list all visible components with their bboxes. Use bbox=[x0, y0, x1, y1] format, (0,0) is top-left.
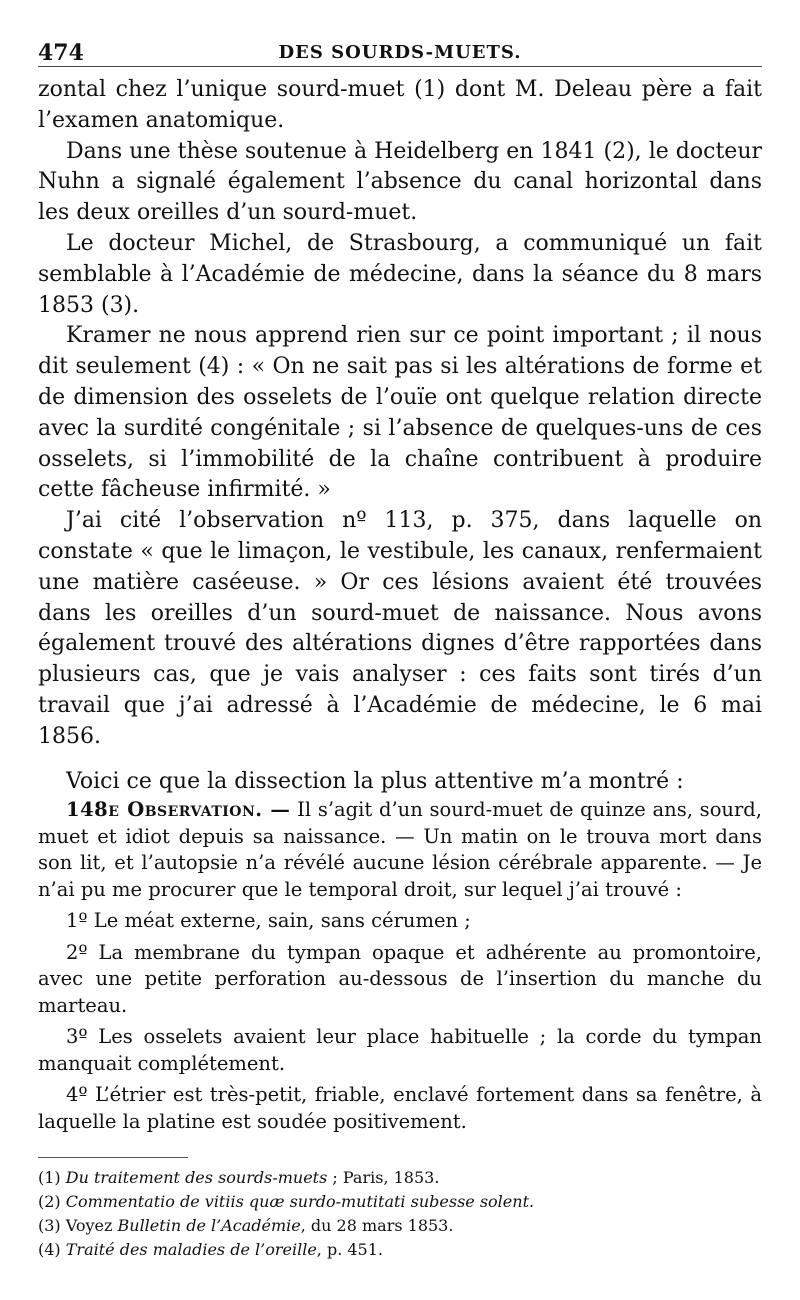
footnote: (3) Voyez Bulletin de l’Académie, du 28 mars 1853. bbox=[38, 1216, 454, 1236]
footnote-rule bbox=[38, 1157, 188, 1158]
main-text bbox=[38, 75, 762, 797]
running-title: DES SOURDS-MUETS. bbox=[278, 42, 522, 63]
observation-heading: 148e Observation. — bbox=[66, 798, 291, 822]
book-page bbox=[38, 30, 762, 1262]
page-header bbox=[38, 30, 762, 67]
footnotes bbox=[38, 1166, 762, 1262]
paragraph: zontal chez l’unique sourd-muet (1) dont M. Deleau père a fait l’examen anatomique. bbox=[38, 77, 762, 133]
observation-intro bbox=[38, 797, 762, 903]
observation-item: 3º Les osselets avaient leur place habituelle ; la corde du tympan manquait complétement. bbox=[38, 1025, 762, 1075]
page-number: 474 bbox=[38, 40, 84, 66]
observation-item: 4º L’étrier est très-petit, friable, enclavé fortement dans sa fenêtre, à laquelle la platine est soudée positivement. bbox=[38, 1083, 762, 1133]
footnote: (1) Du traitement des sourds-muets ; Paris, 1853. bbox=[38, 1168, 440, 1188]
observation-item: 2º La membrane du tympan opaque et adhérente au promontoire, avec une petite perforation au-dessous de l’insertion du manche du marteau. bbox=[38, 940, 762, 1017]
observation-block bbox=[38, 797, 762, 1135]
paragraph: Voici ce que la dissection la plus attentive m’a montré : bbox=[66, 768, 684, 794]
paragraph: Kramer ne nous apprend rien sur ce point important ; il nous dit seulement (4) : « On ne sait pas si les altérations de forme et de dimension des osselets de l’ouïe ont quelque relation directe avec la surdité congénitale ; si l’absence de quelques-uns de ces osselets, si l’immobilité de la chaîne contribuent à produire cette fâcheuse infirmité. » bbox=[38, 323, 762, 503]
observation-text: Il s’agit d’un sourd-muet de quinze ans, sourd, muet et idiot depuis sa naissance. — Un matin on le trouva mort dans son lit, et l’autopsie n’a révélé aucune lésion cérébrale apparente. — Je n’ai pu me procurer que le temporal droit, sur lequel j’ai trouvé : bbox=[38, 798, 762, 901]
paragraph: Le docteur Michel, de Strasbourg, a communiqué un fait semblable à l’Académie de médecine, dans la séance du 8 mars 1853 (3). bbox=[38, 230, 762, 318]
observation-item: 1º Le méat externe, sain, sans cérumen ; bbox=[66, 909, 471, 933]
footnote: (4) Traité des maladies de l’oreille, p. 451. bbox=[38, 1240, 383, 1260]
footnote: (2) Commentatio de vitiis quæ surdo-mutitati subesse solent. bbox=[38, 1192, 535, 1212]
paragraph: J’ai cité l’observation nº 113, p. 375, dans laquelle on constate « que le limaçon, le vestibule, les canaux, renfermaient une matière caséeuse. » Or ces lésions avaient été trouvées dans les oreilles d’un sourd-muet de naissance. Nous avons également trouvé des altérations dignes d’être rapportées dans plusieurs cas, que je vais analyser : ces faits sont tirés d’un travail que j’ai adressé à l’Académie de médecine, le 6 mai 1856. bbox=[38, 508, 762, 749]
paragraph: Dans une thèse soutenue à Heidelberg en 1841 (2), le docteur Nuhn a signalé également l’absence du canal horizontal dans les deux oreilles d’un sourd-muet. bbox=[38, 138, 762, 226]
